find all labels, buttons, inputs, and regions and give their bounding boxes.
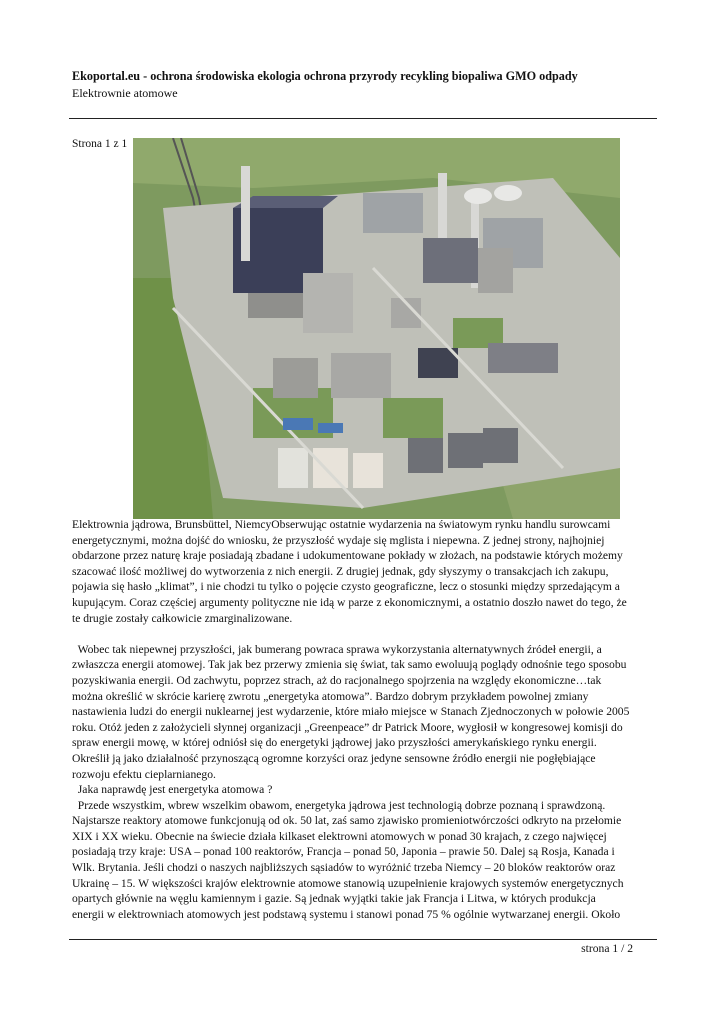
body-line: Ukrainę – 15. W większości krajów elektrownie atomowe stanowią uzupełnienie krajowych systemów energetycznych xyxy=(72,876,624,890)
body-line: energii w elektrowniach atomowych jest podstawą systemu i stanowi ponad 75 % ogólnie wytwarzanej energii. Około xyxy=(72,907,621,921)
body-line: kupującym. Coraz częściej argumenty polityczne nie idą w parze z ekonomicznymi, a ostatnio doszło nawet do tego, że xyxy=(72,595,627,609)
header-divider xyxy=(69,118,657,119)
body-line: można określić w skrócie karierę zwrotu „energetyka atomowa”. Bardzo dobrym przykładem powolnej zmiany xyxy=(72,689,589,703)
article-body xyxy=(72,517,662,922)
page-subtitle: Elektrownie atomowe xyxy=(72,86,178,100)
body-line: opartych głównie na węglu kamiennym i gazie. Są jednak wyjątki takie jak Francja i Litwa, w których produkcja xyxy=(72,892,596,906)
body-line: energetycznymi, można dojść do wniosku, że przyszłość wydaje się mglista i niepewna. Z jednej strony, najhojniej xyxy=(72,533,605,547)
page-indicator: Strona 1 z 1 xyxy=(72,138,128,150)
body-line: Wobec tak niepewnej przyszłości, jak bumerang powraca sprawa wykorzystania alternatywnych źródeł energii, a xyxy=(72,642,602,656)
body-line: zwłaszcza energii atomowej. Tak jak bez przerwy zmienia się świat, tak samo ewoluują poglądy odnośnie tego sposobu xyxy=(72,658,627,672)
body-line: Wlk. Brytania. Jeśli chodzi o naszych najbliższych sąsiadów to wyróżnić trzeba Niemcy – 20 bloków reaktorów oraz xyxy=(72,861,616,875)
nuclear-power-plant-photo xyxy=(133,138,620,519)
body-line: pojawia się hasło „klimat”, i nie chodzi tu tylko o pojęcie czysto geograficzne, lecz o stosunki między sprzedającym a xyxy=(72,580,620,594)
body-line: nastawienia ludzi do energii nuklearnej jest wydarzenie, które miało miejsce w Stanach Zjednoczonych w połowie 2005 xyxy=(72,705,630,719)
footer-page-number: strona 1 / 2 xyxy=(581,942,633,955)
body-line: rozwoju efektu cieplarnianego. xyxy=(72,767,216,781)
body-line: spraw energii mowę, w której odniósł się do energetyki jądrowej jako przyszłości amerykańskiego rynku energii. xyxy=(72,736,597,750)
body-line: pozyskiwania energii. Od zachwytu, poprzez strach, aż do racjonalnego spojrzenia na względy ekonomiczne…tak xyxy=(72,673,602,687)
body-line: Elektrownia jądrowa, Brunsbüttel, NiemcyObserwując ostatnie wydarzenia na światowym rynku handlu surowcami xyxy=(72,518,611,531)
body-line: obdarzone przez naturę kraje posiadają zbadane i udokumentowane pokłady w złożach, na podstawie których możemy xyxy=(72,549,623,563)
section-heading: Jaka naprawdę jest energetyka atomowa ? xyxy=(72,783,273,797)
body-line: Przede wszystkim, wbrew wszelkim obawom, energetyka jądrowa jest technologią dobrze poznaną i sprawdzoną. xyxy=(72,798,606,812)
body-line: te drugie zostały całkowicie zmarginalizowane. xyxy=(72,611,293,625)
body-line: XIX i XX wieku. Obecnie na świecie działa kilkaset elektrowni atomowych w ponad 30 krajach, z czego najwięcej xyxy=(72,829,607,843)
body-line: Najstarsze reaktory atomowe funkcjonują od ok. 50 lat, zaś samo zjawisko promieniotwórczości odkryto na przełomie xyxy=(72,814,622,828)
body-line: roku. Otóż jeden z założycieli słynnej organizacji „Greenpeace” dr Patrick Moore, wygłosił w kongresowej komisji do xyxy=(72,720,623,734)
body-line: posiadają trzy kraje: USA – ponad 100 reaktorów, Francja – ponad 50, Japonia – prawie 50. Dalej są Rosja, Kanada i xyxy=(72,845,615,859)
footer-divider xyxy=(69,939,657,940)
page-title: Ekoportal.eu - ochrona środowiska ekologia ochrona przyrody recykling biopaliwa GMO odpady xyxy=(72,69,578,83)
body-line: Określił ją jako działalność przynoszącą ogromne korzyści oraz jedyne sensowne źródło energii nie pogłębiające xyxy=(72,751,596,765)
body-line: szacować ilość możliwej do wytworzenia z nich energii. Z drugiej jednak, gdy słyszymy o transakcjach ich zakupu, xyxy=(72,564,609,578)
